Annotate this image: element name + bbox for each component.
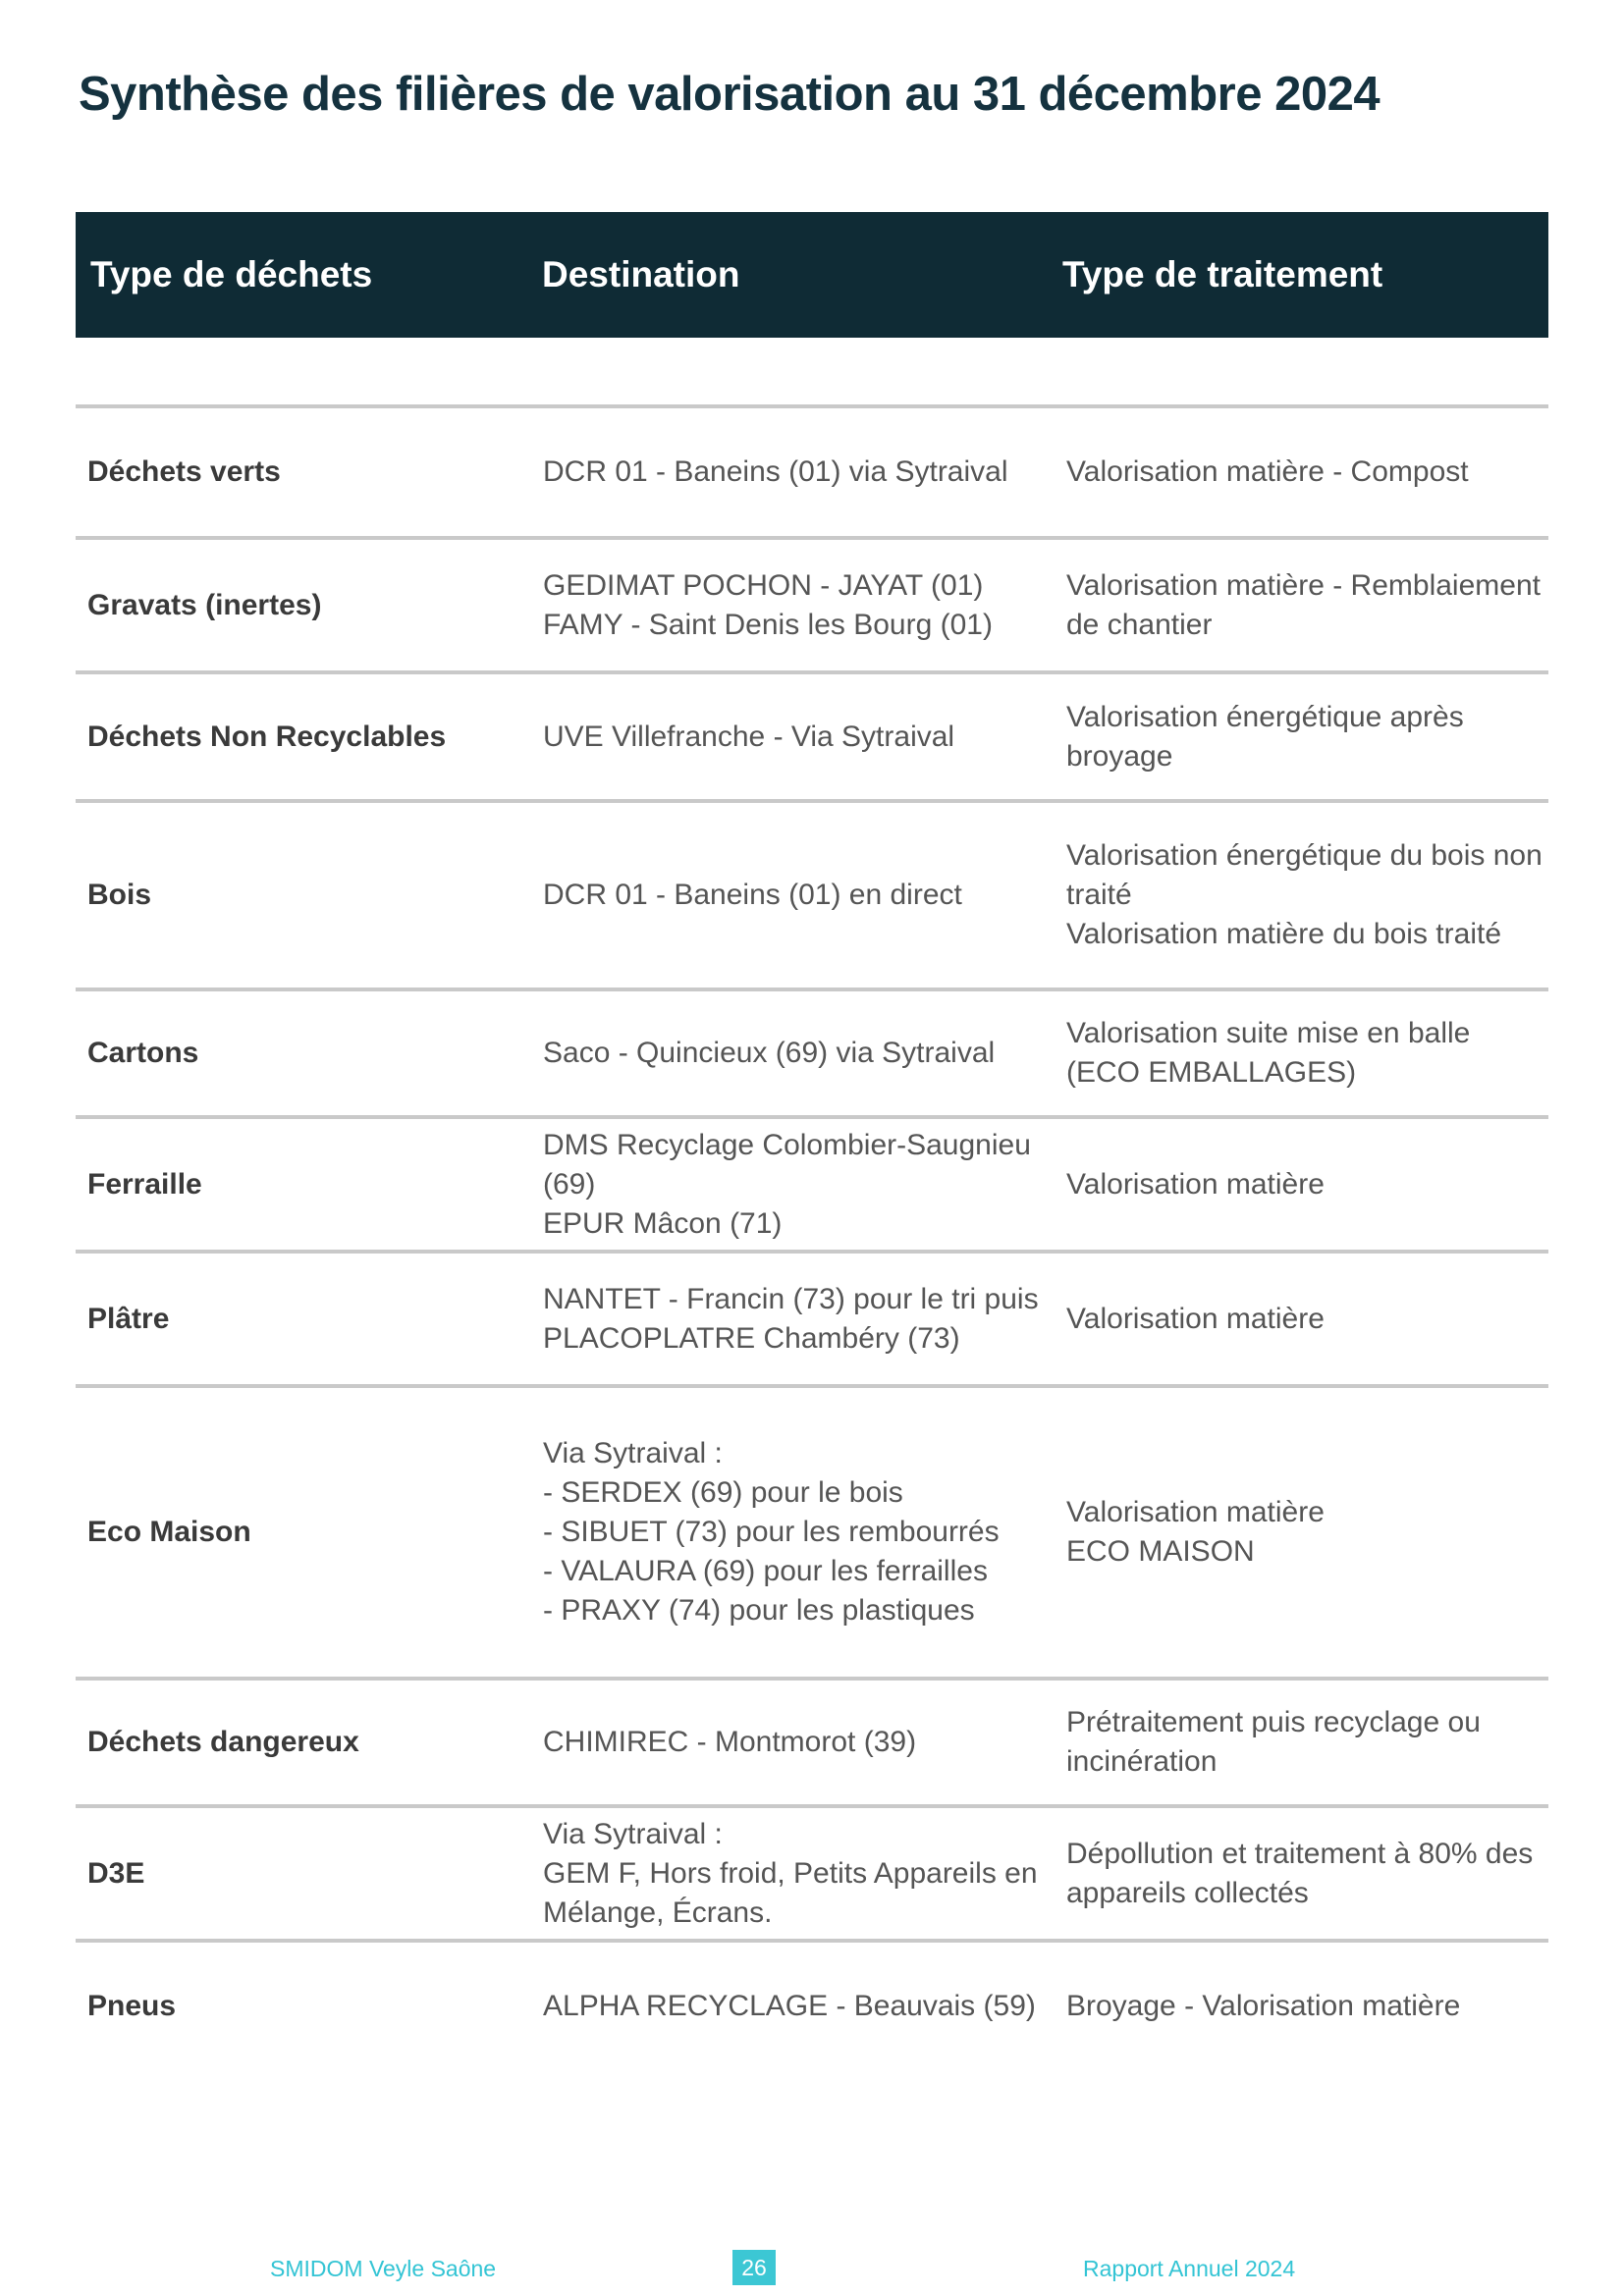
- table-row: [76, 803, 1548, 991]
- table-row: [76, 674, 1548, 803]
- table-row: [76, 540, 1548, 674]
- cell-type: Eco Maison: [87, 1516, 251, 1548]
- cell-type: Gravats (inertes): [87, 588, 322, 621]
- cell-traitement: Valorisation matière: [1066, 1167, 1325, 1201]
- cell-traitement: Valorisation suite mise en balle (ECO EMBALLAGES): [1066, 1017, 1471, 1089]
- cell-type: Bois: [87, 879, 152, 911]
- cell-traitement: Valorisation matière ECO MAISON: [1066, 1496, 1325, 1568]
- table-row: [76, 1808, 1548, 1943]
- page-number: 26: [732, 2250, 776, 2285]
- header-type-dechets: Type de déchets: [90, 254, 373, 294]
- cell-traitement: Dépollution et traitement à 80% des appareils collectés: [1066, 1837, 1534, 1909]
- cell-destination: NANTET - Francin (73) pour le tri puis PLACOPLATRE Chambéry (73): [543, 1282, 1039, 1355]
- cell-type: Ferraille: [87, 1167, 202, 1201]
- cell-type: D3E: [87, 1856, 145, 1890]
- cell-destination: DCR 01 - Baneins (01) en direct: [543, 879, 962, 911]
- cell-traitement: Prétraitement puis recyclage ou incinération: [1066, 1706, 1481, 1778]
- cell-destination: ALPHA RECYCLAGE - Beauvais (59): [543, 1990, 1036, 2022]
- page-title: Synthèse des filières de valorisation au 31 décembre 2024: [79, 68, 1380, 121]
- cell-traitement: Valorisation énergétique du bois non traité Valorisation matière du bois traité: [1066, 839, 1543, 950]
- cell-type: Déchets verts: [87, 455, 281, 488]
- table-row: [76, 1943, 1548, 2070]
- cell-destination: DCR 01 - Baneins (01) via Sytraival: [543, 455, 1008, 488]
- cell-type: Cartons: [87, 1037, 199, 1069]
- cell-type: Déchets dangereux: [87, 1726, 359, 1758]
- cell-traitement: Valorisation énergétique après broyage: [1066, 700, 1464, 773]
- table-row: [76, 991, 1548, 1119]
- cell-traitement: Valorisation matière - Remblaiement de chantier: [1066, 568, 1541, 641]
- table-row: [76, 1388, 1548, 1681]
- header-spacer: [76, 338, 1548, 408]
- valorisation-table: [76, 212, 1548, 2070]
- table-row: [76, 1119, 1548, 1254]
- table-row: [76, 1254, 1548, 1388]
- cell-traitement: Valorisation matière: [1066, 1302, 1325, 1335]
- cell-destination: GEDIMAT POCHON - JAYAT (01) FAMY - Saint Denis les Bourg (01): [543, 568, 993, 641]
- cell-type: Déchets Non Recyclables: [87, 720, 447, 753]
- cell-destination: Via Sytraival : GEM F, Hors froid, Petits Appareils en Mélange, Écrans.: [543, 1817, 1038, 1929]
- footer-report-title: Rapport Annuel 2024: [1083, 2256, 1296, 2281]
- cell-type: Plâtre: [87, 1302, 170, 1335]
- cell-destination: Via Sytraival : - SERDEX (69) pour le bois - SIBUET (73) pour les rembourrés - VALAURA (69) pour les ferrailles - PRAXY (74) pour les plastiques: [543, 1437, 1000, 1627]
- page-footer: [0, 2250, 1624, 2289]
- cell-destination: DMS Recyclage Colombier-Saugnieu (69) EPUR Mâcon (71): [543, 1128, 1031, 1240]
- header-type-traitement: Type de traitement: [1062, 254, 1383, 294]
- footer-organization: SMIDOM Veyle Saône: [270, 2256, 497, 2281]
- cell-destination: UVE Villefranche - Via Sytraival: [543, 720, 955, 753]
- table-header: [76, 212, 1548, 338]
- header-destination: Destination: [542, 254, 740, 294]
- cell-destination: Saco - Quincieux (69) via Sytraival: [543, 1037, 996, 1069]
- table-row: [76, 408, 1548, 540]
- table-row: [76, 1681, 1548, 1808]
- cell-traitement: Valorisation matière - Compost: [1066, 455, 1469, 488]
- cell-type: Pneus: [87, 1990, 177, 2022]
- cell-traitement: Broyage - Valorisation matière: [1066, 1990, 1461, 2022]
- cell-destination: CHIMIREC - Montmorot (39): [543, 1726, 917, 1758]
